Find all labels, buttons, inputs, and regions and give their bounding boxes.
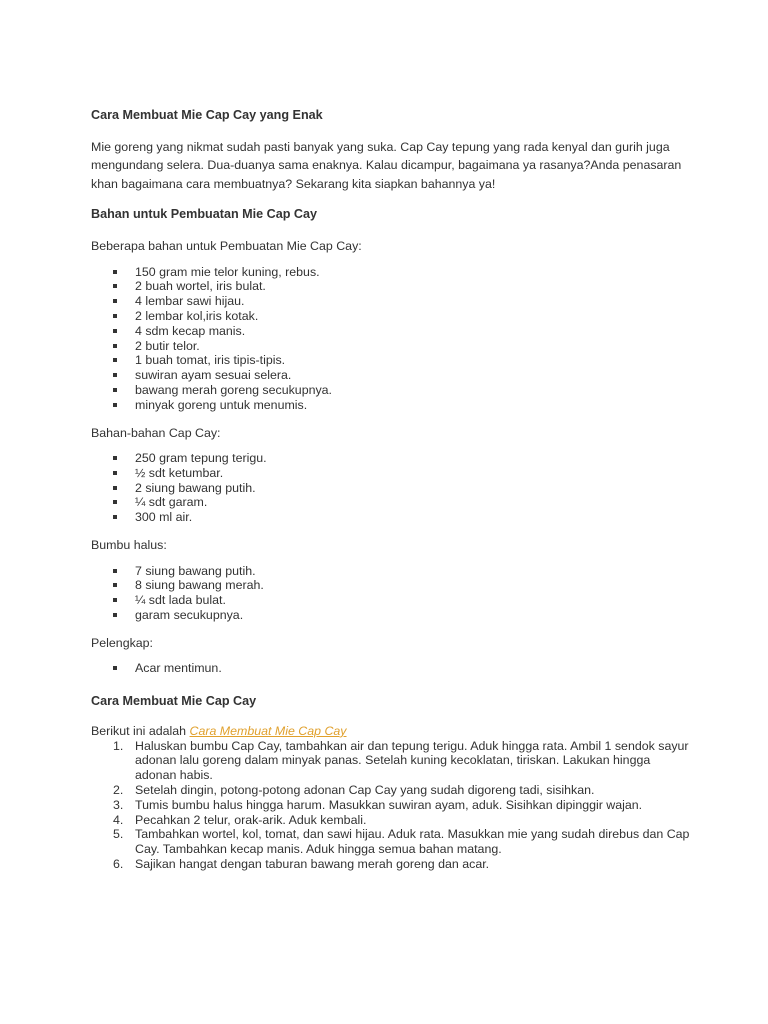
step-number: 6. [113,857,124,871]
list-item-text: 7 siung bawang putih. [135,563,256,578]
bahan-label: Beberapa bahan untuk Pembuatan Mie Cap Cay: [91,239,362,254]
bullet-icon [113,666,117,670]
cara-steps [91,739,691,872]
list-item [91,368,691,383]
list-item [91,510,691,525]
step-text: Tumis bumbu halus hingga harum. Masukkan suwiran ayam, aduk. Sisihkan dipinggir wajan. [135,797,643,812]
cara-intro [91,724,691,739]
list-item-text: 4 lembar sawi hijau. [135,294,245,309]
step-text: Tambahkan wortel, kol, tomat, dan sawi hijau. Aduk rata. Masukkan mie yang sudah direbus dan Cap Cay. Tambahkan kecap manis. Aduk hingga semua bahan matang. [135,827,690,857]
step-text: Sajikan hangat dengan taburan bawang merah goreng dan acar. [135,857,490,871]
step-item [91,798,691,813]
list-item [91,294,691,309]
list-item-text: 8 siung bawang merah. [135,578,264,593]
list-item [91,353,691,368]
cara-heading: Cara Membuat Mie Cap Cay [91,694,257,709]
pelengkap-label: Pelengkap: [91,635,154,650]
bullet-icon [113,569,117,573]
list-item [91,564,691,579]
bullet-icon [113,358,117,362]
bullet-icon [113,270,117,274]
bullet-icon [113,598,117,602]
list-item [91,398,691,413]
list-item [91,265,691,280]
bumbu-label: Bumbu halus: [91,538,167,553]
list-item-text: minyak goreng untuk menumis. [135,397,308,412]
cara-link[interactable]: Cara Membuat Mie Cap Cay [189,723,347,738]
bullet-icon [113,456,117,460]
bullet-icon [113,500,117,504]
bumbu-list [91,564,691,623]
step-text: Setelah dingin, potong-potong adonan Cap Cay yang sudah digoreng tadi, sisihkan. [135,783,595,798]
cara-intro-text: Berikut ini adalah [91,723,190,738]
list-item [91,309,691,324]
step-item [91,857,691,872]
list-item-text: 2 siung bawang putih. [135,480,256,495]
list-item [91,383,691,398]
list-item-text: 2 lembar kol,iris kotak. [135,308,259,323]
bullet-icon [113,314,117,318]
list-item-text: ½ sdt ketumbar. [135,465,224,480]
list-item [91,339,691,354]
step-item [91,813,691,828]
list-item-text: 250 gram tepung terigu. [135,451,267,466]
list-item-text: 150 gram mie telor kuning, rebus. [135,264,320,279]
capcay-label: Bahan-bahan Cap Cay: [91,425,221,440]
list-item [91,451,691,466]
intro-paragraph: Mie goreng yang nikmat sudah pasti banyak yang suka. Cap Cay tepung yang rada kenyal dan gurih juga mengundang selera. Dua-duanya sama enaknya. Kalau dicampur, bagaimana ya rasanya?Anda penasaran khan bagaimana cara membuatnya? Sekarang kita siapkan bahannya ya! [91,139,682,191]
bullet-icon [113,515,117,519]
step-item [91,827,691,857]
bullet-icon [113,299,117,303]
list-item [91,608,691,623]
list-item-text: 2 buah wortel, iris bulat. [135,279,266,294]
list-item-text: 1 buah tomat, iris tipis-tipis. [135,353,286,368]
list-item-text: 300 ml air. [135,510,193,525]
document-page [91,108,691,872]
list-item-text: 2 butir telor. [135,338,200,353]
list-item [91,279,691,294]
list-item [91,324,691,339]
step-number: 2. [113,783,124,798]
bullet-icon [113,284,117,288]
list-item [91,466,691,481]
page-title: Cara Membuat Mie Cap Cay yang Enak [91,108,323,122]
bullet-icon [113,403,117,407]
step-number: 1. [113,738,124,753]
list-item-text: Acar mentimun. [135,661,222,676]
bullet-icon [113,329,117,333]
capcay-list [91,451,691,525]
bullet-icon [113,344,117,348]
step-text: Pecahkan 2 telur, orak-arik. Aduk kembali. [135,812,367,827]
list-item [91,661,691,676]
list-item-text: bawang merah goreng secukupnya. [135,382,333,397]
bullet-icon [113,613,117,617]
list-item [91,578,691,593]
step-item [91,739,691,783]
step-number: 4. [113,812,124,827]
bahan-heading: Bahan untuk Pembuatan Mie Cap Cay [91,207,318,222]
pelengkap-list [91,661,691,676]
step-text: Haluskan bumbu Cap Cay, tambahkan air dan tepung terigu. Aduk hingga rata. Ambil 1 sendok sayur adonan lalu goreng dalam minyak panas. Setelah kuning kecoklatan, tiriskan. Lakukan hingga adonan habis. [135,738,689,783]
list-item [91,593,691,608]
list-item-text: ¼ sdt garam. [135,495,208,510]
bullet-icon [113,373,117,377]
step-number: 5. [113,827,124,842]
list-item [91,481,691,496]
bullet-icon [113,583,117,587]
list-item-text: ¼ sdt lada bulat. [135,593,226,608]
bahan-list [91,265,691,413]
step-item [91,783,691,798]
list-item-text: 4 sdm kecap manis. [135,323,246,338]
bullet-icon [113,486,117,490]
bullet-icon [113,471,117,475]
list-item-text: suwiran ayam sesuai selera. [135,368,292,383]
step-number: 3. [113,797,124,812]
bullet-icon [113,388,117,392]
list-item-text: garam secukupnya. [135,607,244,622]
list-item [91,495,691,510]
